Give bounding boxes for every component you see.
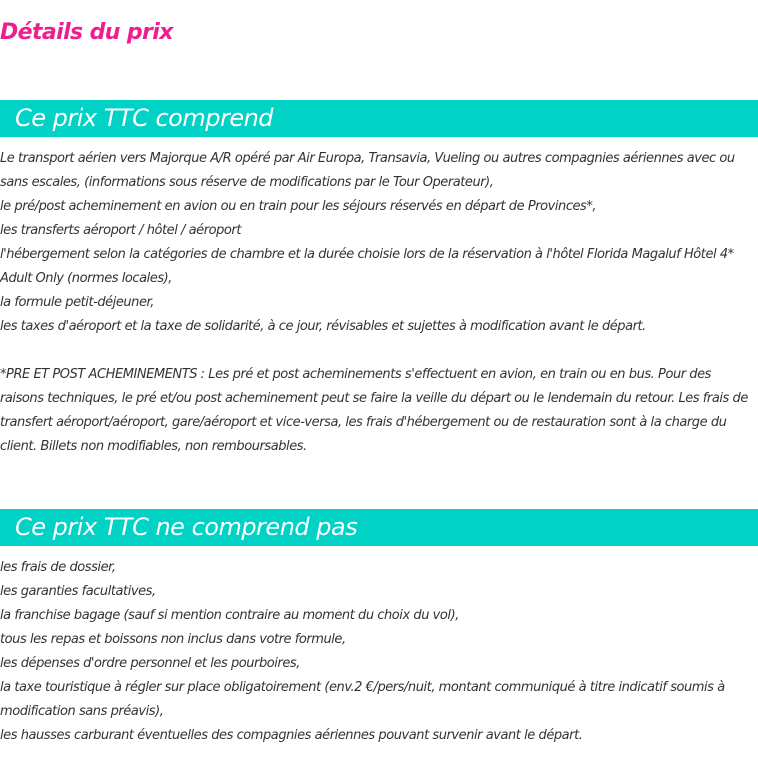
list-item: la franchise bagage (sauf si mention contraire au moment du choix du vol), [0, 608, 459, 623]
page-title: Détails du prix [0, 20, 173, 45]
pre-post-transport-note: *PRE ET POST ACHEMINEMENTS : Les pré et post acheminements s'effectuent en avion, en train ou en bus. Pour des raisons techniques, le pré et/ou post acheminement peut se faire la veille du départ ou le lendemain du retour. Les frais de transfert aéroport/aéroport, gare/aéroport et vice-versa, les frais d'hébergement ou de restauration sont à la charge du client. Billets non modifiables, non remboursables. [0, 367, 748, 454]
excluded-list [0, 556, 758, 748]
list-item: les transferts aéroport / hôtel / aéroport [0, 223, 241, 238]
list-item: le pré/post acheminement en avion ou en train pour les séjours réservés en départ de Provinces*, [0, 199, 597, 214]
list-item: les hausses carburant éventuelles des compagnies aériennes pouvant survenir avant le départ. [0, 728, 583, 743]
list-item: la formule petit-déjeuner, [0, 295, 154, 310]
included-list [0, 147, 758, 339]
list-item: tous les repas et boissons non inclus dans votre formule, [0, 632, 346, 647]
list-item: les frais de dossier, [0, 560, 116, 575]
included-section-heading: Ce prix TTC comprend [0, 100, 758, 137]
list-item: l'hébergement selon la catégories de chambre et la durée choisie lors de la réservation à l'hôtel Florida Magaluf Hôtel 4* Adult Only (normes locales), [0, 247, 734, 286]
list-item: les taxes d'aéroport et la taxe de solidarité, à ce jour, révisables et sujettes à modification avant le départ. [0, 319, 646, 334]
list-item: les dépenses d'ordre personnel et les pourboires, [0, 656, 300, 671]
list-item: les garanties facultatives, [0, 584, 156, 599]
list-item: la taxe touristique à régler sur place obligatoirement (env.2 €/pers/nuit, montant communiqué à titre indicatif soumis à modification sans préavis), [0, 680, 725, 719]
excluded-section-heading: Ce prix TTC ne comprend pas [0, 509, 758, 546]
list-item: Le transport aérien vers Majorque A/R opéré par Air Europa, Transavia, Vueling ou autres compagnies aériennes avec ou sans escales, (informations sous réserve de modifications par le Tour Operateur), [0, 151, 735, 190]
